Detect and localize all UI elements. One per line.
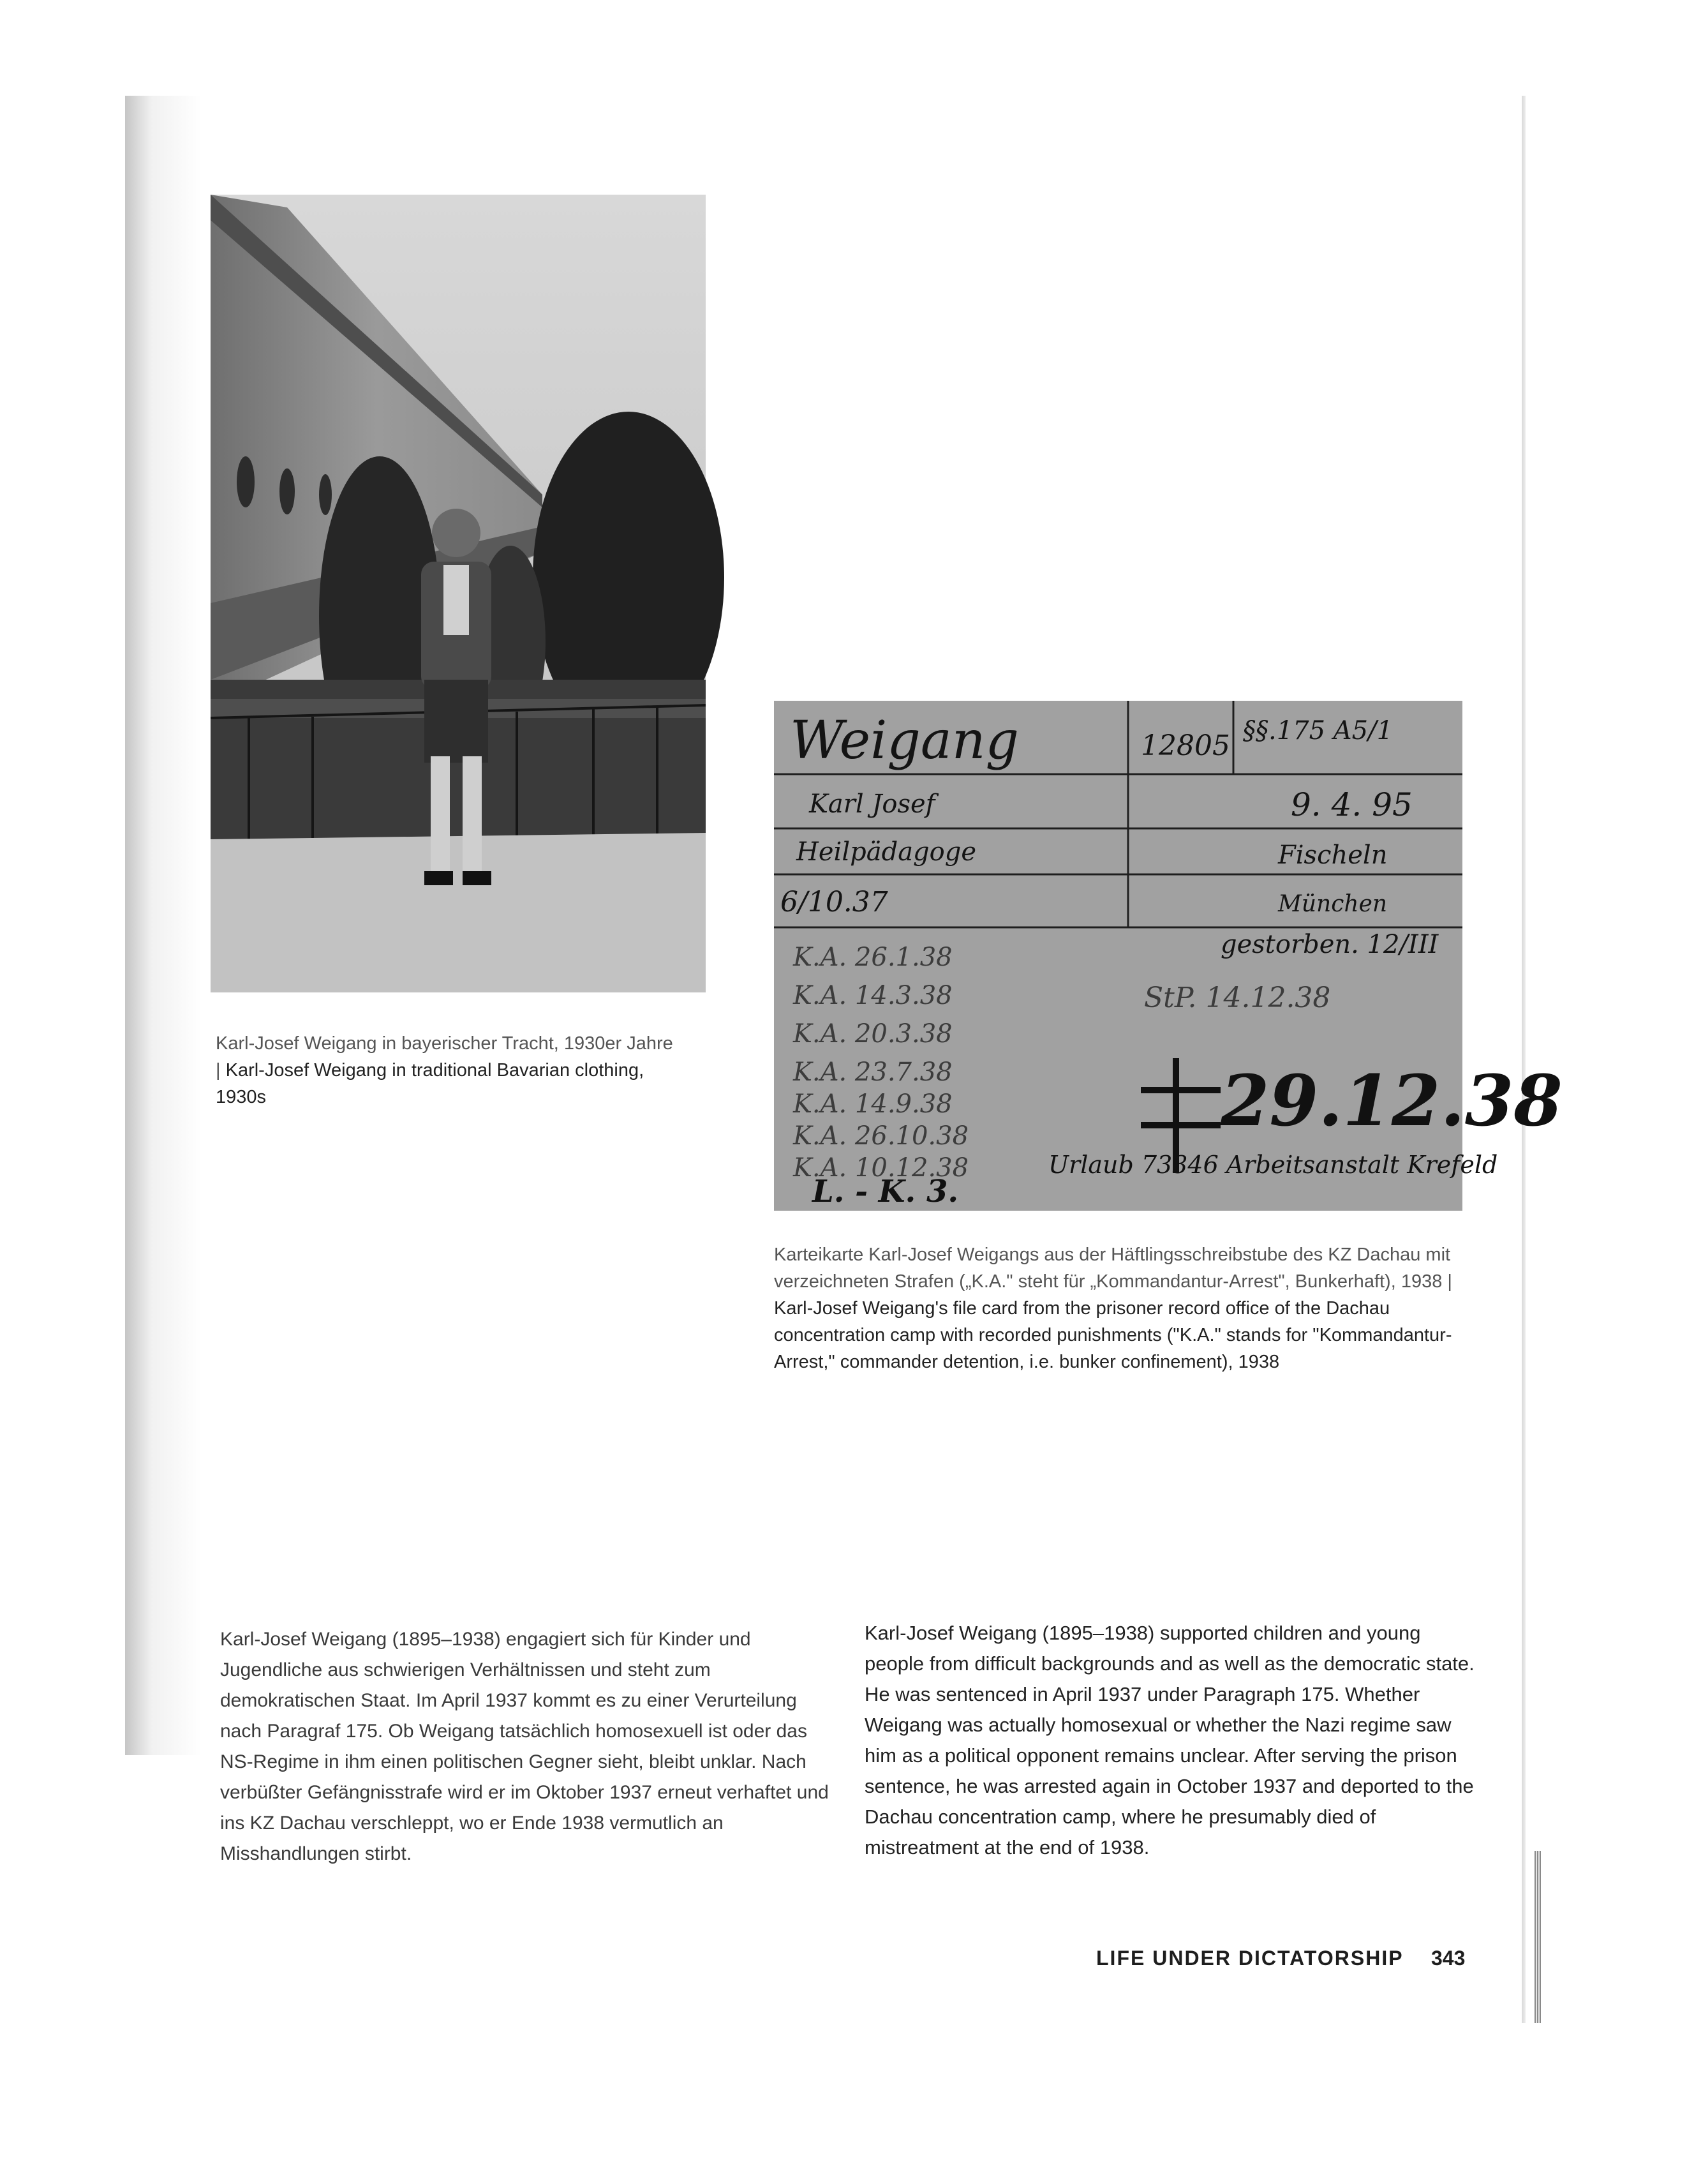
portrait-photo [211, 195, 706, 992]
card-occupation: Heilpädagoge [796, 837, 977, 867]
card-punishment-4: K.A. 23.7.38 [793, 1058, 953, 1087]
page-number: 343 [1431, 1947, 1466, 1970]
card-stamp: StP. 14.12.38 [1144, 982, 1331, 1014]
page-gutter-shadow [125, 96, 202, 1755]
card-punishment-3: K.A. 20.3.38 [793, 1019, 953, 1049]
card-punishment-7: K.A. 10.12.38 [793, 1153, 969, 1183]
body-text-german: Karl-Josef Weigang (1895–1938) engagiert sich für Kinder und Jugendliche aus schwierigen Verhältnissen und steht zum demokratischen Staat. Im April 1937 kommt es zu einer Verurteilung nach Paragraf 175. Ob Weigang tatsächlich homosexuell ist oder das NS-Regime in ihm einen politischen Gegner sieht, bleibt unklar. Nach verbüßter Gefängnisstrafe wird er im Oktober 1937 erneut verhaftet und ins KZ Dachau verschleppt, wo er Ende 1938 vermutlich an Misshandlungen stirbt. [220, 1629, 829, 1864]
portrait-photo-illustration [211, 195, 706, 992]
file-card-scan [774, 701, 1563, 1211]
card-date-in: 6/10.37 [780, 886, 888, 918]
running-head: LIFE UNDER DICTATORSHIP [1096, 1947, 1404, 1970]
card-code: §§.175 A5/1 [1243, 716, 1393, 745]
card-death-date: 29.12.38 [1221, 1059, 1563, 1142]
card-surname: Weigang [790, 710, 1020, 771]
card-first-name: Karl Josef [809, 789, 935, 819]
card-bottom-note: L. - K. 3. [812, 1174, 959, 1209]
file-card-caption-english: Karl-Josef Weigang's file card from the prisoner record office of the Dachau concentration camp with recorded punishments ("K.A." stands for "Kommandantur-Arrest," commander detention, i.e. bunker confinement), 1938 [774, 1298, 1452, 1372]
prisoner-file-card [774, 701, 1563, 1211]
card-residence: München [1278, 891, 1388, 917]
card-punishment-1: K.A. 26.1.38 [793, 943, 953, 972]
card-punishment-5: K.A. 14.9.38 [793, 1089, 953, 1119]
card-birth-date: 9. 4. 95 [1291, 786, 1413, 823]
card-punishment-6: K.A. 26.10.38 [793, 1121, 969, 1151]
file-card-caption-german: Karteikarte Karl-Josef Weigangs aus der Häftlingsschreibstube des KZ Dachau mit verzeichneten Strafen („K.A." steht für „Kommandantur-Arrest", Bunkerhaft), 1938 | [774, 1245, 1452, 1292]
page-stack-edge [1535, 1851, 1541, 2023]
body-text-english: Karl-Josef Weigang (1895–1938) supported children and young people from difficult backgrounds and as well as the democratic state. He was sentenced in April 1937 under Paragraph 175. Whether Weigang was actually homosexual or whether the Nazi regime saw him as a political opponent remains unclear. After serving the prison sentence, he was arrested again in October 1937 and deported to the Dachau concentration camp, where he presumably died of mistreatment at the end of 1938. [865, 1622, 1475, 1859]
photo-caption-english: Karl-Josef Weigang in traditional Bavarian clothing, 1930s [216, 1060, 644, 1107]
card-punishment-2: K.A. 14.3.38 [793, 981, 953, 1010]
photo-caption-german: Karl-Josef Weigang in bayerischer Tracht, 1930er Jahre | [216, 1033, 673, 1081]
card-birthplace: Fischeln [1278, 841, 1388, 870]
card-closing-note: Urlaub 73346 Arbeitsanstalt Krefeld [1048, 1151, 1498, 1179]
photo-caption [216, 1030, 675, 1111]
card-note-right: gestorben. 12/III [1221, 930, 1439, 959]
card-number: 12805 [1141, 729, 1230, 762]
file-card-caption [774, 1241, 1469, 1375]
